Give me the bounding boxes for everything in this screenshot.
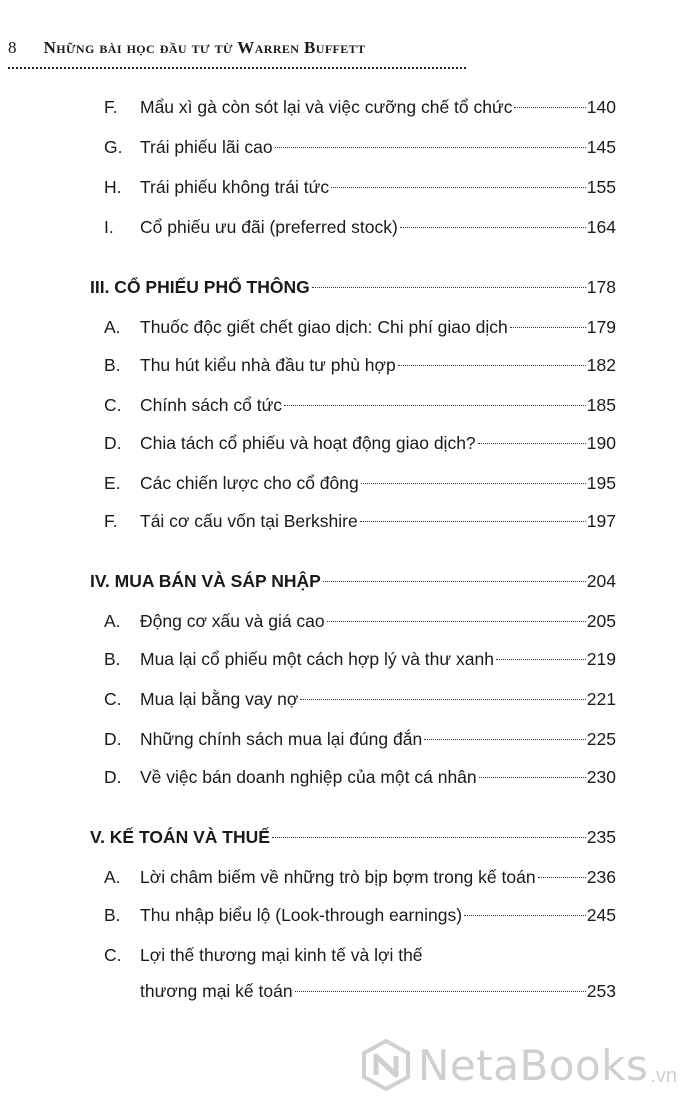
toc-entry-letter: C.: [104, 945, 122, 965]
toc-entry-line: [140, 92, 616, 122]
toc-entry-row: [0, 312, 700, 342]
toc-page-number: 221: [586, 689, 616, 709]
toc-page-number: 219: [586, 649, 616, 669]
page-header: [8, 38, 366, 58]
toc-entry-title: Các chiến lược cho cổ đông: [140, 473, 359, 493]
toc-entry-line: [90, 566, 616, 596]
toc-entry-letter: A.: [104, 867, 121, 887]
toc-page-number: 225: [586, 729, 616, 749]
toc-entry-letter: D.: [104, 433, 122, 453]
book-title: Những bài học đầu tư từ Warren Buffett: [43, 38, 366, 57]
toc-entry-row: [0, 428, 700, 458]
toc-entry-letter: A.: [104, 317, 121, 337]
toc-entry-title: Động cơ xấu và giá cao: [140, 611, 325, 631]
toc-entry-letter: A.: [104, 611, 121, 631]
toc-dot-leader: [331, 187, 586, 188]
toc-page-number: 235: [586, 827, 616, 847]
toc-dot-leader: [323, 581, 586, 582]
toc-dot-leader: [424, 739, 586, 740]
toc-section-title: V. KẾ TOÁN VÀ THUẾ: [90, 827, 270, 847]
toc-entry-row: [0, 762, 700, 792]
toc-entry-title: Tái cơ cấu vốn tại Berkshire: [140, 511, 358, 531]
toc-entry-letter: B.: [104, 355, 121, 375]
toc-entry-row: [0, 606, 700, 636]
toc-entry-row: [0, 940, 700, 970]
toc-entry-title: Chính sách cổ tức: [140, 395, 283, 415]
toc-entry-letter: D.: [104, 729, 122, 749]
toc-dot-leader: [464, 915, 586, 916]
toc-entry-row: [0, 212, 700, 242]
toc-entry-row: [0, 684, 700, 714]
toc-page-number: 253: [586, 981, 616, 1001]
page-number: 8: [8, 38, 17, 57]
toc-entry-row: [0, 644, 700, 674]
toc-entry-letter: D.: [104, 767, 122, 787]
toc-page-number: 145: [586, 137, 616, 157]
toc-entry-row: [0, 862, 700, 892]
toc-dot-leader: [400, 227, 586, 228]
toc-entry-line: [140, 976, 616, 1006]
toc-entry-row: [0, 724, 700, 754]
toc-entry-title: thương mại kế toán: [140, 981, 293, 1001]
toc-dot-leader: [478, 443, 586, 444]
toc-entry-line: [90, 272, 616, 302]
toc-entry-row: [0, 976, 700, 1006]
toc-entry-line: [140, 940, 616, 970]
watermark-suffix: .vn: [650, 1065, 678, 1087]
toc-entry-line: [140, 762, 616, 792]
toc-entry-row: [0, 350, 700, 380]
toc-page-number: 185: [586, 395, 616, 415]
toc-entry-letter: I.: [104, 217, 114, 237]
toc-entry-line: [140, 350, 616, 380]
toc-entry-title: Thu hút kiểu nhà đầu tư phù hợp: [140, 355, 396, 375]
toc-entry-line: [140, 132, 616, 162]
toc-section-row: [0, 822, 700, 852]
toc-page-number: 182: [586, 355, 616, 375]
toc-dot-leader: [360, 521, 586, 522]
toc-dot-leader: [398, 365, 586, 366]
toc-page-number: 178: [586, 277, 616, 297]
toc-section-title: III. CỔ PHIẾU PHỔ THÔNG: [90, 277, 310, 297]
toc-entry-line: [140, 644, 616, 674]
toc-entry-line: [90, 822, 616, 852]
toc-dot-leader: [327, 621, 586, 622]
toc-entry-row: [0, 506, 700, 536]
toc-section-row: [0, 272, 700, 302]
toc-dot-leader: [295, 991, 586, 992]
toc-entry-line: [140, 312, 616, 342]
toc-entry-title: Mua lại cổ phiếu một cách hợp lý và thư xanh: [140, 649, 494, 669]
toc-entry-letter: E.: [104, 473, 121, 493]
toc-entry-line: [140, 212, 616, 242]
toc-dot-leader: [510, 327, 586, 328]
toc-entry-letter: C.: [104, 395, 122, 415]
toc-entry-title: Những chính sách mua lại đúng đắn: [140, 729, 423, 749]
toc-page-number: 236: [586, 867, 616, 887]
toc-dot-leader: [361, 483, 586, 484]
toc-entry-line: [140, 172, 616, 202]
toc-dot-leader: [479, 777, 586, 778]
toc-entry-title: Chia tách cổ phiếu và hoạt động giao dịch?: [140, 433, 476, 453]
toc-entry-line: [140, 606, 616, 636]
toc-entry-title: Trái phiếu lãi cao: [140, 137, 273, 157]
toc-entry-row: [0, 132, 700, 162]
toc-entry-title: Mua lại bằng vay nợ: [140, 689, 299, 709]
toc-entry-row: [0, 900, 700, 930]
toc-entry-title: Cổ phiếu ưu đãi (preferred stock): [140, 217, 398, 237]
toc-entry-letter: G.: [104, 137, 123, 157]
toc-entry-line: [140, 468, 616, 498]
toc-page-number: 195: [586, 473, 616, 493]
toc-page-number: 190: [586, 433, 616, 453]
toc-section-title: IV. MUA BÁN VÀ SÁP NHẬP: [90, 571, 321, 591]
toc-entry-letter: F.: [104, 511, 118, 531]
toc-dot-leader: [275, 147, 586, 148]
toc-page-number: 197: [586, 511, 616, 531]
toc-page-number: 230: [586, 767, 616, 787]
toc-entry-row: [0, 390, 700, 420]
toc-entry-letter: H.: [104, 177, 122, 197]
header-dotted-rule: [8, 67, 466, 69]
toc-entry-title: Trái phiếu không trái tức: [140, 177, 330, 197]
toc-entry-line: [140, 390, 616, 420]
toc-section-row: [0, 566, 700, 596]
toc-entry-line: [140, 900, 616, 930]
toc-entry-letter: B.: [104, 649, 121, 669]
toc-dot-leader: [312, 287, 586, 288]
toc-entry-title: Thu nhập biểu lộ (Look-through earnings): [140, 905, 463, 925]
toc-entry-letter: F.: [104, 97, 118, 117]
toc-entry-row: [0, 172, 700, 202]
watermark: [360, 1030, 690, 1100]
toc-entry-title: Mẩu xì gà còn sót lại và việc cưỡng chế tổ chức: [140, 97, 513, 117]
toc-page-number: 155: [586, 177, 616, 197]
netabooks-logo-icon: [360, 1039, 412, 1091]
toc-entry-line: [140, 428, 616, 458]
toc-page-number: 205: [586, 611, 616, 631]
toc-page-number: 204: [586, 571, 616, 591]
toc-entry-title: Về việc bán doanh nghiệp của một cá nhân: [140, 767, 477, 787]
toc-page-number: 179: [586, 317, 616, 337]
toc-page-number: 164: [586, 217, 616, 237]
toc-entry-title: Thuốc độc giết chết giao dịch: Chi phí giao dịch: [140, 317, 508, 337]
toc-dot-leader: [272, 837, 586, 838]
toc-entry-row: [0, 468, 700, 498]
toc-dot-leader: [538, 877, 586, 878]
toc-entry-row: [0, 92, 700, 122]
toc-page-number: 140: [586, 97, 616, 117]
toc-entry-letter: B.: [104, 905, 121, 925]
toc-dot-leader: [496, 659, 586, 660]
toc-entry-title: Lời châm biếm về những trò bịp bợm trong kế toán: [140, 867, 536, 887]
watermark-brand: NetaBooks: [418, 1040, 649, 1090]
toc-entry-line: [140, 684, 616, 714]
toc-dot-leader: [284, 405, 586, 406]
toc-entry-title: Lợi thế thương mại kinh tế và lợi thế: [140, 945, 423, 965]
toc-dot-leader: [300, 699, 585, 700]
toc-page-number: 245: [586, 905, 616, 925]
toc-entry-line: [140, 506, 616, 536]
toc-entry-line: [140, 862, 616, 892]
toc-entry-letter: C.: [104, 689, 122, 709]
toc-entry-line: [140, 724, 616, 754]
toc-dot-leader: [514, 107, 585, 108]
